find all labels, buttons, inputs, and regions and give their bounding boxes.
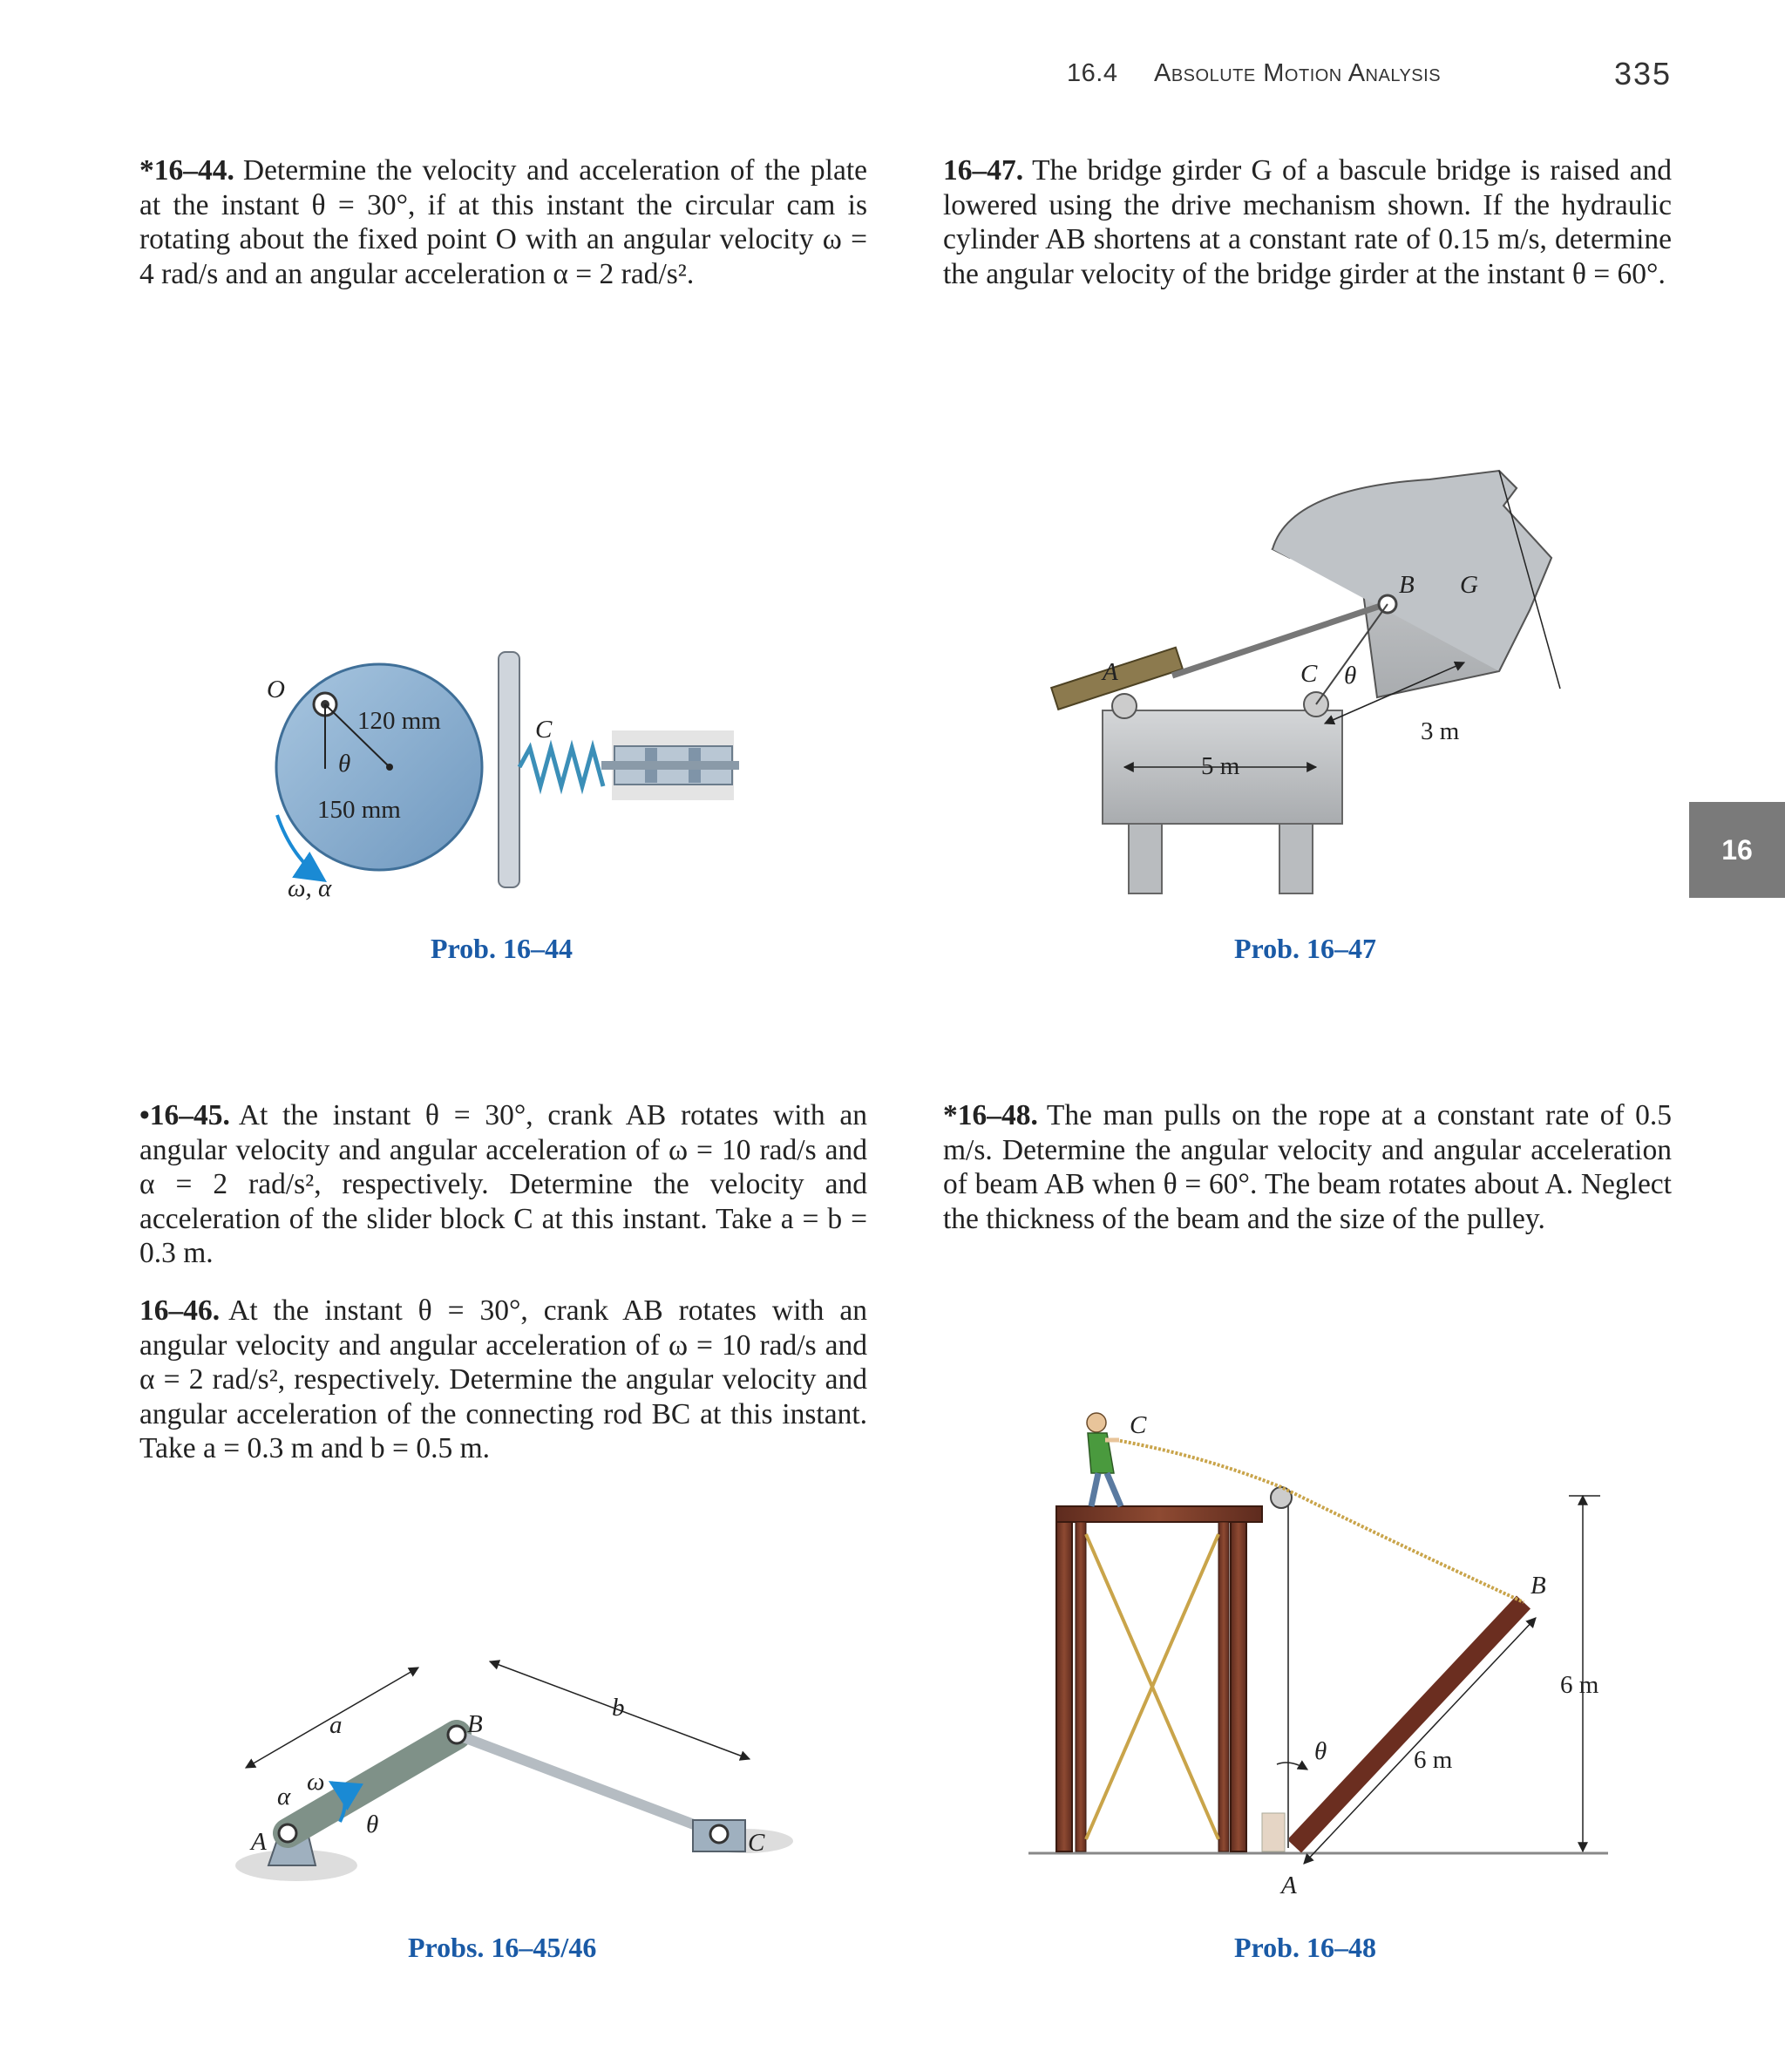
problem-number: •16–45. — [139, 1099, 230, 1131]
label-C: C — [535, 716, 553, 744]
label-theta: θ — [1344, 662, 1357, 690]
label-b: b — [612, 1694, 625, 1722]
label-a: a — [329, 1711, 343, 1739]
problem-number: *16–48. — [943, 1099, 1038, 1131]
figure-16-48-tower-beam — [1028, 1411, 1608, 1899]
label-A: A — [1103, 658, 1118, 686]
label-A: A — [251, 1828, 267, 1856]
section-number: 16.4 — [1067, 59, 1118, 87]
label-omega: ω — [307, 1768, 325, 1796]
label-3m: 3 m — [1421, 717, 1460, 745]
label-theta: θ — [366, 1810, 379, 1838]
page-number: 335 — [1614, 56, 1673, 92]
label-B: B — [1530, 1572, 1546, 1600]
rod-BC — [457, 1735, 719, 1834]
label-B: B — [1399, 571, 1415, 599]
figure-caption-16-45-46: Probs. 16–45/46 — [408, 1932, 597, 1963]
beam-AB — [1294, 1602, 1524, 1846]
section-title: Absolute Motion Analysis — [1154, 59, 1442, 87]
problem-number: 16–46. — [139, 1294, 221, 1327]
label-theta: θ — [338, 750, 351, 778]
figure-16-44-cam — [267, 652, 739, 902]
label-5m: 5 m — [1201, 752, 1240, 780]
plate — [499, 652, 519, 887]
label-6m-height: 6 m — [1560, 1671, 1599, 1699]
problem-text: At the instant θ = 30°, crank AB rotates with an angular velocity and angular acceleration of ω = 10 rad/s and α = 2 rad/s², respectively. Determine the velocity and acceleration of the slider block C at this instant. Take a = b = 0.3 m. — [139, 1099, 867, 1269]
spring — [519, 748, 603, 786]
label-150mm: 150 mm — [317, 796, 401, 824]
label-O: O — [267, 676, 285, 703]
man-head — [1087, 1413, 1106, 1432]
label-theta: θ — [1314, 1737, 1327, 1765]
label-6m-beam: 6 m — [1414, 1746, 1453, 1774]
figure-caption-16-44: Prob. 16–44 — [431, 933, 573, 964]
problem-number: *16–44. — [139, 154, 234, 187]
problem-text: Determine the velocity and acceleration of the plate at the instant θ = 30°, if at this instant the circular cam is rotating about the fixed point O with an angular velocity ω = 4 rad/s and an angular acceleration α = 2 rad/s². — [139, 154, 867, 290]
label-C: C — [1300, 660, 1318, 688]
label-B: B — [467, 1710, 483, 1738]
cam-disk — [276, 664, 482, 870]
label-A: A — [1281, 1872, 1297, 1899]
figure-caption-16-47: Prob. 16–47 — [1234, 933, 1376, 964]
label-C: C — [1130, 1411, 1147, 1439]
problem-text: The bridge girder G of a bascule bridge is raised and lowered using the drive mechanism shown. If the hydraulic cylinder AB shortens at a constant rate of 0.15 m/s, determine the angular velocity of the bridge girder at the instant θ = 60°. — [943, 154, 1672, 290]
label-G: G — [1460, 571, 1478, 599]
figure-16-45-46-crank-slider — [235, 1661, 793, 1881]
figure-caption-16-48: Prob. 16–48 — [1234, 1932, 1376, 1963]
figure-16-47-bascule — [1051, 471, 1560, 893]
label-omega-alpha: ω, α — [288, 874, 332, 902]
tower-top — [1056, 1506, 1262, 1522]
chapter-tab: 16 — [1689, 802, 1785, 898]
label-C: C — [748, 1829, 765, 1857]
problem-number: 16–47. — [943, 154, 1024, 187]
problem-text: The man pulls on the rope at a constant rate of 0.5 m/s. Determine the angular velocity and angular acceleration of beam AB when θ = 60°. The beam rotates about A. Neglect the thickness of the beam and the size of the pulley. — [943, 1099, 1672, 1235]
label-alpha: α — [277, 1783, 291, 1810]
label-120mm: 120 mm — [357, 707, 441, 735]
problem-text: At the instant θ = 30°, crank AB rotates with an angular velocity and angular acceleration of ω = 10 rad/s and α = 2 rad/s², respectively. Determine the angular velocity and angular acceleration of the connecting rod BC at this instant. Take a = 0.3 m and b = 0.5 m. — [139, 1294, 867, 1464]
